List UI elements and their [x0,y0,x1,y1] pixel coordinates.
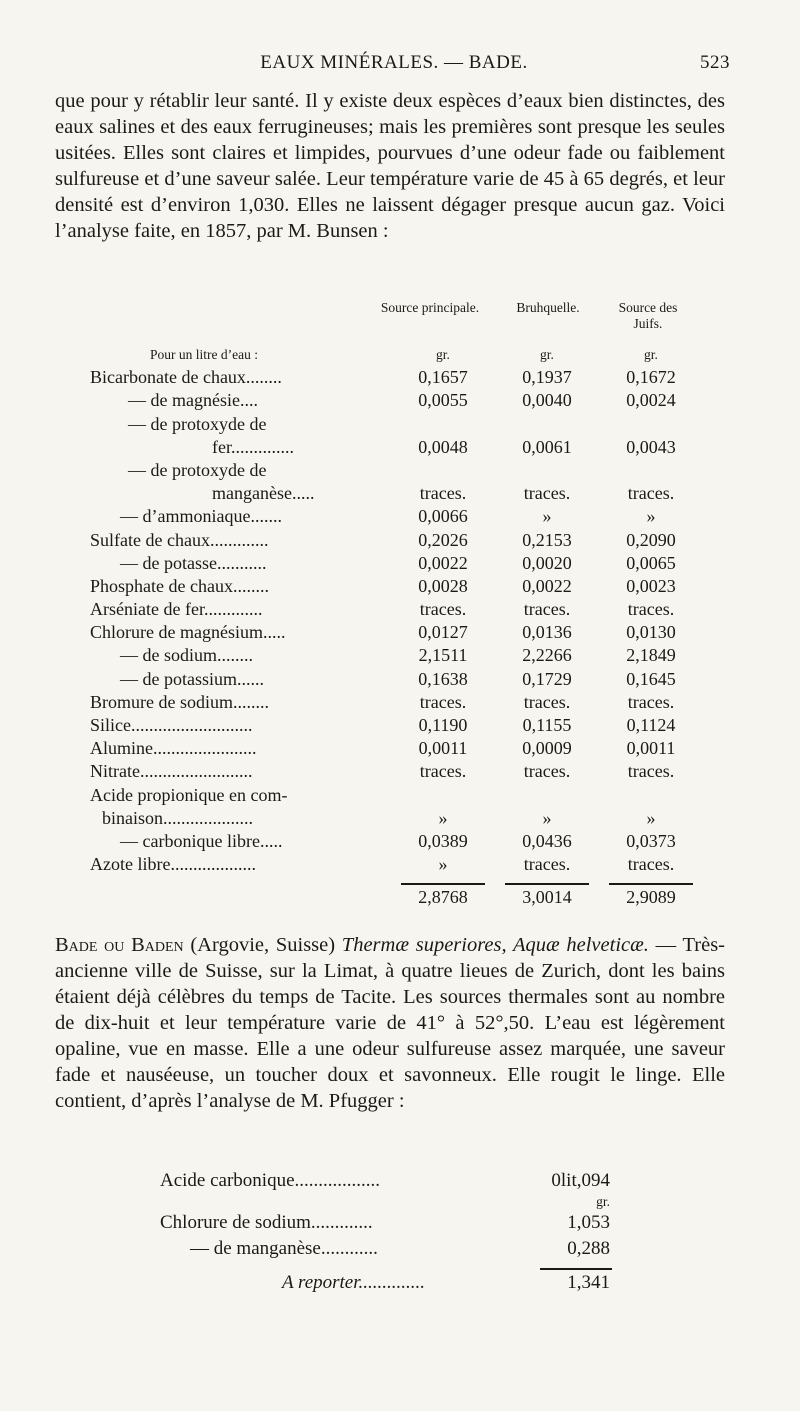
row-value-col-2: traces. [523,599,571,620]
row-value-col-1: » [438,807,448,828]
col-header-source-principale: Source principale. [380,300,480,315]
row-value-col-3: 0,0065 [626,552,676,573]
row-value-col-2: 0,0040 [522,390,572,411]
row-label: Arséniate de fer............. [90,599,263,620]
table-row [0,575,800,598]
total-source-principale: 2,8768 [418,887,468,907]
row-label: Acide carbonique.................. [160,1170,381,1191]
table1-column-headers [0,300,800,340]
table-row [0,853,800,876]
row-label: Nitrate......................... [90,761,253,782]
row-value: 0lit,094 [551,1170,610,1191]
row-value-col-1: 0,0048 [418,436,468,457]
table-row [0,436,800,459]
row-label: — de potasse........... [120,552,267,573]
row-value-col-1: 0,1657 [418,367,468,388]
col-header-bruhquelle: Bruhquelle. [516,300,580,315]
row-value-col-3: 0,0011 [626,738,676,759]
row-value-col-2: traces. [523,691,571,712]
row-label: — d’ammoniaque....... [120,506,282,527]
total-rule-3 [609,883,693,885]
row-value-col-2: » [542,807,552,828]
row-label: — de potassium...... [120,668,264,689]
row-value-col-1: traces. [419,761,467,782]
row-value-col-2: traces. [523,854,571,875]
row-label: Phosphate de chaux........ [90,575,269,596]
row-value-col-3: 0,0023 [626,575,676,596]
row-value-col-1: traces. [419,483,467,504]
row-label: Chlorure de magnésium..... [90,622,286,643]
table-row [0,621,800,644]
row-value-col-2: 0,0436 [522,830,572,851]
col-header-source-des-juifs: Source des Juifs. [618,300,678,331]
row-label: Sulfate de chaux............. [90,529,269,550]
row-label: A reporter.............. [282,1272,426,1293]
row-unit: gr. [596,1194,610,1209]
row-value-col-1: 0,0066 [418,506,468,527]
row-value-col-3: 0,0024 [626,390,676,411]
row-label: Silice........................... [90,715,253,735]
row-value-col-1: 0,1638 [418,668,468,689]
row-value-col-1: 2,1511 [418,645,468,666]
row-label: Alumine....................... [90,738,257,759]
page-number: 523 [700,52,730,73]
row-label: — de protoxyde de [128,459,267,480]
row-value-col-3: traces. [627,691,675,712]
table-row [0,807,800,830]
row-value: 1,053 [567,1212,610,1233]
row-value-col-3: traces. [627,599,675,620]
total-bruhquelle: 3,0014 [522,887,572,907]
table-row [0,1210,800,1236]
row-value-col-3: 0,0373 [626,830,676,851]
row-value-col-1: traces. [419,691,467,712]
table1-totals [0,883,800,913]
row-label: Chlorure de sodium............. [160,1212,373,1233]
total-source-des-juifs: 2,9089 [626,887,676,907]
row-value-col-1: 0,0022 [418,552,468,573]
table-row [0,413,800,436]
row-value-col-2: 0,1937 [522,367,572,388]
row-value: 0,288 [567,1238,610,1259]
row-value-col-3: 0,1672 [626,367,676,388]
unit-label: Pour un litre d’eau : [150,347,258,362]
unit-col-1: gr. [436,347,450,362]
table-row [0,1236,800,1262]
row-value-col-2: traces. [523,761,571,782]
row-value-col-2: 0,2153 [522,529,572,550]
row-value-col-3: traces. [627,854,675,875]
table-row [0,552,800,575]
section-heading-latin: Thermæ superiores, Aquæ helveticæ. [341,934,649,956]
intro-paragraph: que pour y rétablir leur santé. Il y existe deux espèces d’eaux bien distinctes, des eaux salines et des eaux ferrugineuses; mais les premières sont presque les seules usitées. Elles sont claires et limpides, pourvues d’une odeur fade ou faiblement sulfureuse et d’une saveur salée. Leur température varie de 45 à 65 degrés, et leur densité est d’environ 1,030. Elles ne laissent dégager presque aucun gaz. Voici l’analyse faite, en 1857, par M. Bunsen : [55,90,725,242]
row-label: — de magnésie.... [128,390,258,411]
row-value-col-3: 2,1849 [626,645,676,666]
table-row [0,668,800,691]
section-body-text: — Très-ancienne ville de Suisse, sur la Limat, à quatre lieues de Zurich, dont les bains étaient déjà célèbres du temps de Tacite. Les sources thermales sont au nombre de dix-huit et leur température varie de 41° à 52°,50. L’eau est légèrement opaline, vue en masse. Elle a une odeur sulfureuse assez marquée, une saveur fade et nauséeuse, un toucher doux et savonneux. Elle rougit le linge. Elle contient, d’après l’analyse de M. Pfugger : [55,934,726,1112]
row-value-col-3: 0,2090 [626,529,676,550]
row-value-col-3: 0,0043 [626,436,676,457]
total-rule-1 [401,883,485,885]
total-rule-2 [505,883,589,885]
row-value-col-1: 0,2026 [418,529,468,550]
table-row [0,784,800,807]
analysis-table-bunsen [0,343,800,876]
row-value-col-2: 0,0061 [522,436,572,457]
row-value-col-2: traces. [523,483,571,504]
row-value-col-1: » [438,854,448,875]
row-value-col-1: 0,0055 [418,390,468,411]
table-row [0,366,800,389]
table-row [0,459,800,482]
row-value-col-3: traces. [627,483,675,504]
table-row [0,598,800,621]
unit-col-3: gr. [644,347,658,362]
row-value-col-1: 0,0011 [418,738,468,759]
section-bade-argovie [55,932,725,1114]
table-row [0,389,800,412]
row-value-col-3: traces. [627,761,675,782]
row-value-col-2: 0,0020 [522,552,572,573]
table-row [0,529,800,552]
row-label: Bromure de sodium........ [90,691,269,712]
row-value-col-1: 0,0389 [418,830,468,851]
row-value-col-3: 0,0130 [626,622,676,643]
row-value-col-2: » [542,506,552,527]
row-label: binaison.................... [102,807,253,828]
row-label: Azote libre................... [90,854,256,875]
row-value-col-3: 0,1645 [626,668,676,689]
row-label: manganèse..... [212,483,315,504]
table-row [0,1194,800,1210]
table-row [0,691,800,714]
table-row [0,482,800,505]
table-row [0,644,800,667]
row-value-col-2: 0,0022 [522,575,572,596]
section-heading-place: (Argovie, Suisse) [190,934,336,956]
row-label: — de sodium........ [120,645,253,666]
table-row [0,1168,800,1194]
table-row [0,760,800,783]
row-value-col-3: » [646,807,656,828]
row-label: Acide propionique en com- [90,784,288,805]
page-header [58,52,730,78]
table-row [0,830,800,853]
row-value-col-2: 2,2266 [522,645,572,666]
row-value-col-2: 0,0009 [522,738,572,759]
table-row [0,714,800,737]
table-unit-row [0,343,800,366]
row-value: 1,341 [567,1272,610,1293]
row-label: Bicarbonate de chaux........ [90,367,282,388]
row-value-col-2: 0,0136 [522,622,572,643]
row-value-col-3: » [646,506,656,527]
section-heading-name: Bade ou Baden [55,934,184,956]
row-value-col-3: 0,1124 [626,715,676,735]
row-value-col-1: 0,0028 [418,575,468,596]
row-label: — de protoxyde de [128,413,267,434]
table-row [0,737,800,760]
row-value-col-1: 0,1190 [418,715,468,735]
row-value-col-1: traces. [419,599,467,620]
row-value-col-1: 0,0127 [418,622,468,643]
row-value-col-2: 0,1155 [522,715,572,735]
row-value-col-2: 0,1729 [522,668,572,689]
table-rule-row [0,1262,800,1270]
row-label: — de manganèse............ [190,1238,378,1259]
table-row [0,505,800,528]
row-label: fer.............. [212,436,294,457]
table-row [0,1270,800,1296]
row-label: — carbonique libre..... [120,830,283,851]
unit-col-2: gr. [540,347,554,362]
running-title: EAUX MINÉRALES. — BADE. [260,52,528,73]
analysis-table-pfugger [0,1168,800,1296]
